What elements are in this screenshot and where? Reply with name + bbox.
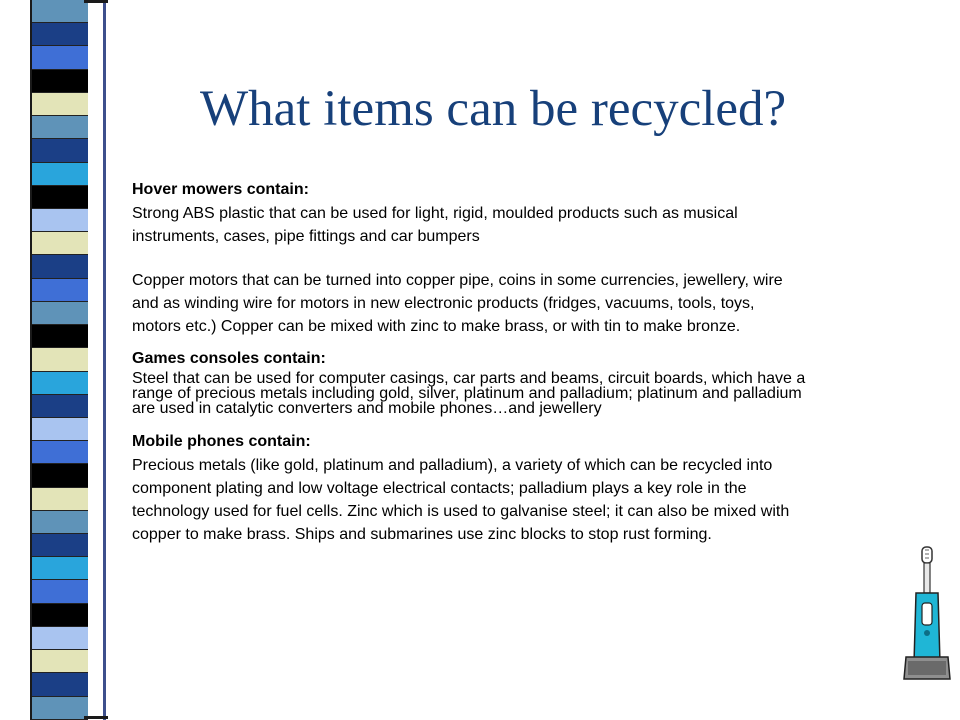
stripe-segment xyxy=(32,372,88,395)
section-heading-games-consoles: Games consoles contain: xyxy=(132,350,326,367)
slide-content xyxy=(132,180,932,546)
stripe-segment xyxy=(32,348,88,371)
paragraph-line: Copper motors that can be turned into copper pipe, coins in some currencies, jewellery, wire xyxy=(132,272,783,289)
slide-title: What items can be recycled? xyxy=(200,81,787,137)
stripe-segment xyxy=(32,116,88,139)
decorative-stripe-bar xyxy=(30,0,88,720)
stripe-segment xyxy=(32,302,88,325)
stripe-segment xyxy=(32,627,88,650)
paragraph-line: and as winding wire for motors in new electronic products (fridges, vacuums, tools, toys, xyxy=(132,295,755,312)
stripe-segment xyxy=(32,186,88,209)
stripe-segment xyxy=(32,697,88,720)
paragraph-line: motors etc.) Copper can be mixed with zinc to make brass, or with tin to make bronze. xyxy=(132,318,741,335)
stripe-segment xyxy=(32,139,88,162)
paragraph-line: Strong ABS plastic that can be used for light, rigid, moulded products such as musical xyxy=(132,205,738,222)
stripe-segment xyxy=(32,464,88,487)
stripe-segment xyxy=(32,232,88,255)
accent-tick-top xyxy=(84,0,108,3)
paragraph-line: copper to make brass. Ships and submarines use zinc blocks to stop rust forming. xyxy=(132,526,712,543)
section-heading-mobile-phones: Mobile phones contain: xyxy=(132,433,311,450)
stripe-segment xyxy=(32,209,88,232)
stripe-segment xyxy=(32,163,88,186)
paragraph-line: Precious metals (like gold, platinum and palladium), a variety of which can be recycled into xyxy=(132,457,773,474)
paragraph-line: Steel that can be used for computer casings, car parts and beams, circuit boards, which have a xyxy=(132,370,806,387)
paragraph-line: are used in catalytic converters and mobile phones…and jewellery xyxy=(132,400,602,417)
stripe-segment xyxy=(32,557,88,580)
stripe-segment xyxy=(32,534,88,557)
stripe-segment xyxy=(32,0,88,23)
stripe-segment xyxy=(32,93,88,116)
stripe-segment xyxy=(32,580,88,603)
stripe-segment xyxy=(32,650,88,673)
stripe-segment xyxy=(32,46,88,69)
stripe-segment xyxy=(32,488,88,511)
stripe-segment xyxy=(32,673,88,696)
stripe-segment xyxy=(32,511,88,534)
paragraph-line: range of precious metals including gold, silver, platinum and palladium; platinum and palladium xyxy=(132,385,802,402)
paragraph-line: instruments, cases, pipe fittings and car bumpers xyxy=(132,228,480,245)
stripe-segment xyxy=(32,255,88,278)
electric-toothbrush-icon xyxy=(896,545,952,685)
stripe-segment xyxy=(32,441,88,464)
stripe-segment xyxy=(32,418,88,441)
section-heading-hover-mowers: Hover mowers contain: xyxy=(132,181,309,198)
stripe-segment xyxy=(32,70,88,93)
accent-tick-bottom xyxy=(84,716,108,719)
paragraph-line: component plating and low voltage electrical contacts; palladium plays a key role in the xyxy=(132,480,747,497)
stripe-segment xyxy=(32,279,88,302)
paragraph-line: technology used for fuel cells. Zinc which is used to galvanise steel; it can also be mixed with xyxy=(132,503,790,520)
stripe-segment xyxy=(32,395,88,418)
stripe-segment xyxy=(32,23,88,46)
stripe-segment xyxy=(32,325,88,348)
stripe-segment xyxy=(32,604,88,627)
accent-vertical-line xyxy=(103,0,106,720)
